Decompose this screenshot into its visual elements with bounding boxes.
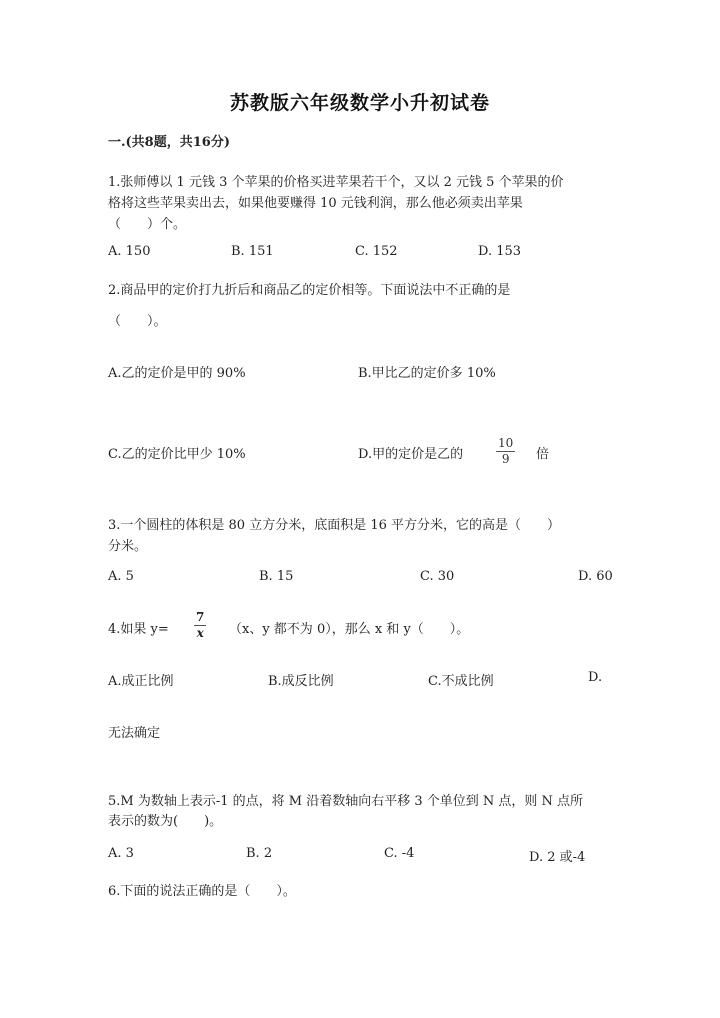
- question-5-text-line-1: 5.M 为数轴上表示-1 的点，将 M 沿着数轴向右平移 3 个单位到 N 点，则 N 点所: [108, 794, 584, 809]
- fraction-ten-ninths: [496, 437, 515, 466]
- question-2-text-line-2: （ ）。: [108, 314, 167, 329]
- fraction-numerator: 7: [196, 610, 205, 624]
- question-2-text-line-1: 2.商品甲的定价打九折后和商品乙的定价相等。下面说法中不正确的是: [108, 283, 511, 298]
- question-1-text-line-1: 1.张师傅以 1 元钱 3 个苹果的价格买进苹果若干个，又以 2 元钱 5 个苹果的价: [108, 175, 564, 190]
- question-5-option-c[interactable]: C. -4: [384, 846, 415, 861]
- question-5-option-d[interactable]: D. 2 或-4: [529, 850, 586, 865]
- question-5-text-line-2: 表示的数为( )。: [108, 814, 223, 829]
- question-1-option-c[interactable]: C. 152: [355, 244, 398, 259]
- question-4-option-b[interactable]: B.成反比例: [268, 674, 334, 689]
- question-1-option-a[interactable]: A. 150: [108, 244, 151, 259]
- question-4-option-a[interactable]: A.成正比例: [108, 674, 174, 689]
- question-1-text-line-2: 格将这些苹果卖出去，如果他要赚得 10 元钱利润，那么他必须卖出苹果: [108, 196, 523, 211]
- question-5-option-b[interactable]: B. 2: [246, 846, 273, 861]
- question-3-option-a[interactable]: A. 5: [108, 569, 134, 584]
- question-3-option-d[interactable]: D. 60: [578, 569, 613, 584]
- question-2-option-d-suffix: 倍: [536, 447, 550, 462]
- question-4-option-d[interactable]: D.: [588, 670, 603, 685]
- question-4-text-suffix: （x、y 都不为 0），那么 x 和 y（ ）。: [229, 622, 470, 637]
- question-1-text-line-3: （ ）个。: [108, 217, 187, 232]
- question-2-option-a[interactable]: A.乙的定价是甲的 90%: [108, 366, 246, 381]
- question-4-option-c[interactable]: C.不成比例: [428, 674, 494, 689]
- page-title: 苏教版六年级数学小升初试卷: [229, 92, 490, 114]
- fraction-seven-over-x: [194, 611, 206, 640]
- question-2-option-b[interactable]: B.甲比乙的定价多 10%: [358, 366, 496, 381]
- question-2-option-c[interactable]: C.乙的定价比甲少 10%: [108, 447, 246, 462]
- question-6-text-line-1: 6.下面的说法正确的是（ ）。: [108, 884, 296, 899]
- fraction-denominator: x: [196, 626, 204, 640]
- fraction-numerator: 10: [498, 436, 514, 450]
- question-5-option-a[interactable]: A. 3: [108, 846, 134, 861]
- question-3-option-b[interactable]: B. 15: [259, 569, 294, 584]
- question-3-option-c[interactable]: C. 30: [420, 569, 455, 584]
- question-3-text-line-1: 3.一个圆柱的体积是 80 立方分米，底面积是 16 平方分米，它的高是（ ）: [108, 518, 561, 533]
- question-3-text-line-2: 分米。: [108, 539, 148, 554]
- question-1-option-d[interactable]: D. 153: [478, 244, 522, 259]
- question-4-option-d-text: 无法确定: [108, 726, 161, 741]
- fraction-denominator: 9: [501, 452, 510, 466]
- question-2-option-d-prefix: D.甲的定价是乙的: [358, 447, 464, 462]
- section-heading: 一.(共8题，共16分): [108, 135, 230, 150]
- question-1-option-b[interactable]: B. 151: [231, 244, 274, 259]
- question-4-text-prefix: 4.如果 y=: [108, 622, 169, 637]
